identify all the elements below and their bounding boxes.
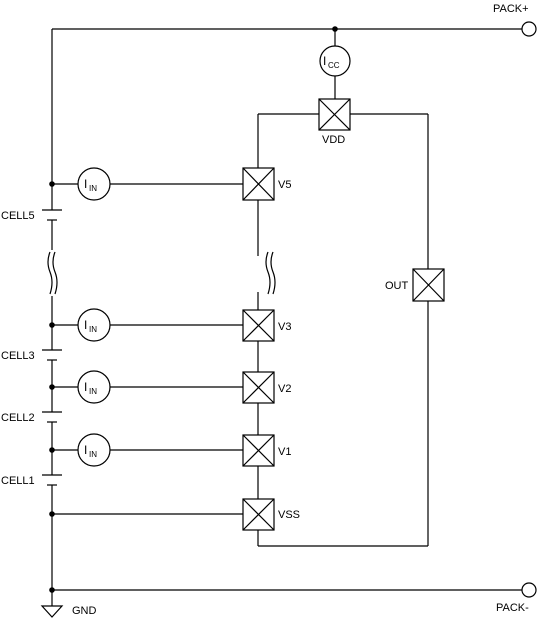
junction-dot bbox=[332, 26, 338, 32]
junction-dot bbox=[49, 322, 55, 328]
pack-plus-terminal-icon bbox=[522, 22, 536, 36]
iin-current-source bbox=[78, 309, 110, 341]
v3-label: V3 bbox=[278, 321, 292, 333]
vss-pin-icon bbox=[243, 499, 274, 530]
cell1-label: CELL1 bbox=[1, 475, 35, 487]
v1-pin-icon bbox=[243, 435, 274, 466]
svg-text:I: I bbox=[84, 380, 88, 394]
iin-current-source bbox=[78, 168, 110, 200]
pack-minus-terminal-icon bbox=[522, 583, 536, 597]
vdd-pin-icon bbox=[319, 99, 350, 130]
battery-cell3-icon bbox=[42, 350, 62, 360]
iin-current-source bbox=[78, 434, 110, 466]
v5-pin-icon bbox=[243, 168, 274, 200]
junction-dot bbox=[49, 587, 55, 593]
icc-symbol: I bbox=[323, 54, 327, 68]
junction-dot bbox=[49, 447, 55, 453]
out-label: OUT bbox=[385, 280, 409, 292]
junction-dot bbox=[49, 511, 55, 517]
svg-text:I: I bbox=[84, 318, 88, 332]
icc-current-source bbox=[320, 46, 350, 76]
v3-pin-icon bbox=[243, 310, 274, 341]
cell3-label: CELL3 bbox=[1, 350, 35, 362]
svg-text:I: I bbox=[84, 443, 88, 457]
svg-text:IN: IN bbox=[89, 387, 97, 396]
svg-text:IN: IN bbox=[89, 450, 97, 459]
vdd-label: VDD bbox=[322, 134, 346, 146]
cell5-label: CELL5 bbox=[1, 210, 35, 222]
wavy-break-icon bbox=[48, 252, 57, 294]
cell2-label: CELL2 bbox=[1, 412, 35, 424]
svg-text:IN: IN bbox=[89, 184, 97, 193]
junction-dot bbox=[49, 384, 55, 390]
v1-label: V1 bbox=[278, 446, 292, 458]
iin-current-source bbox=[78, 371, 110, 403]
ground-icon bbox=[42, 606, 62, 617]
wavy-break-icon bbox=[266, 252, 275, 294]
v5-label: V5 bbox=[278, 179, 292, 191]
pack-plus-label: PACK+ bbox=[493, 3, 529, 15]
icc-subscript: CC bbox=[328, 61, 340, 70]
v2-pin-icon bbox=[243, 372, 274, 403]
svg-text:IN: IN bbox=[89, 325, 97, 334]
v2-label: V2 bbox=[278, 383, 292, 395]
junction-dot bbox=[49, 181, 55, 187]
pack-minus-label: PACK- bbox=[496, 602, 529, 614]
battery-cell2-icon bbox=[42, 412, 62, 422]
gnd-label: GND bbox=[72, 605, 97, 617]
svg-text:I: I bbox=[84, 177, 88, 191]
battery-cell1-icon bbox=[42, 475, 62, 485]
out-pin-icon bbox=[413, 269, 444, 301]
vss-label: VSS bbox=[278, 509, 301, 521]
battery-cell5-icon bbox=[42, 210, 62, 220]
